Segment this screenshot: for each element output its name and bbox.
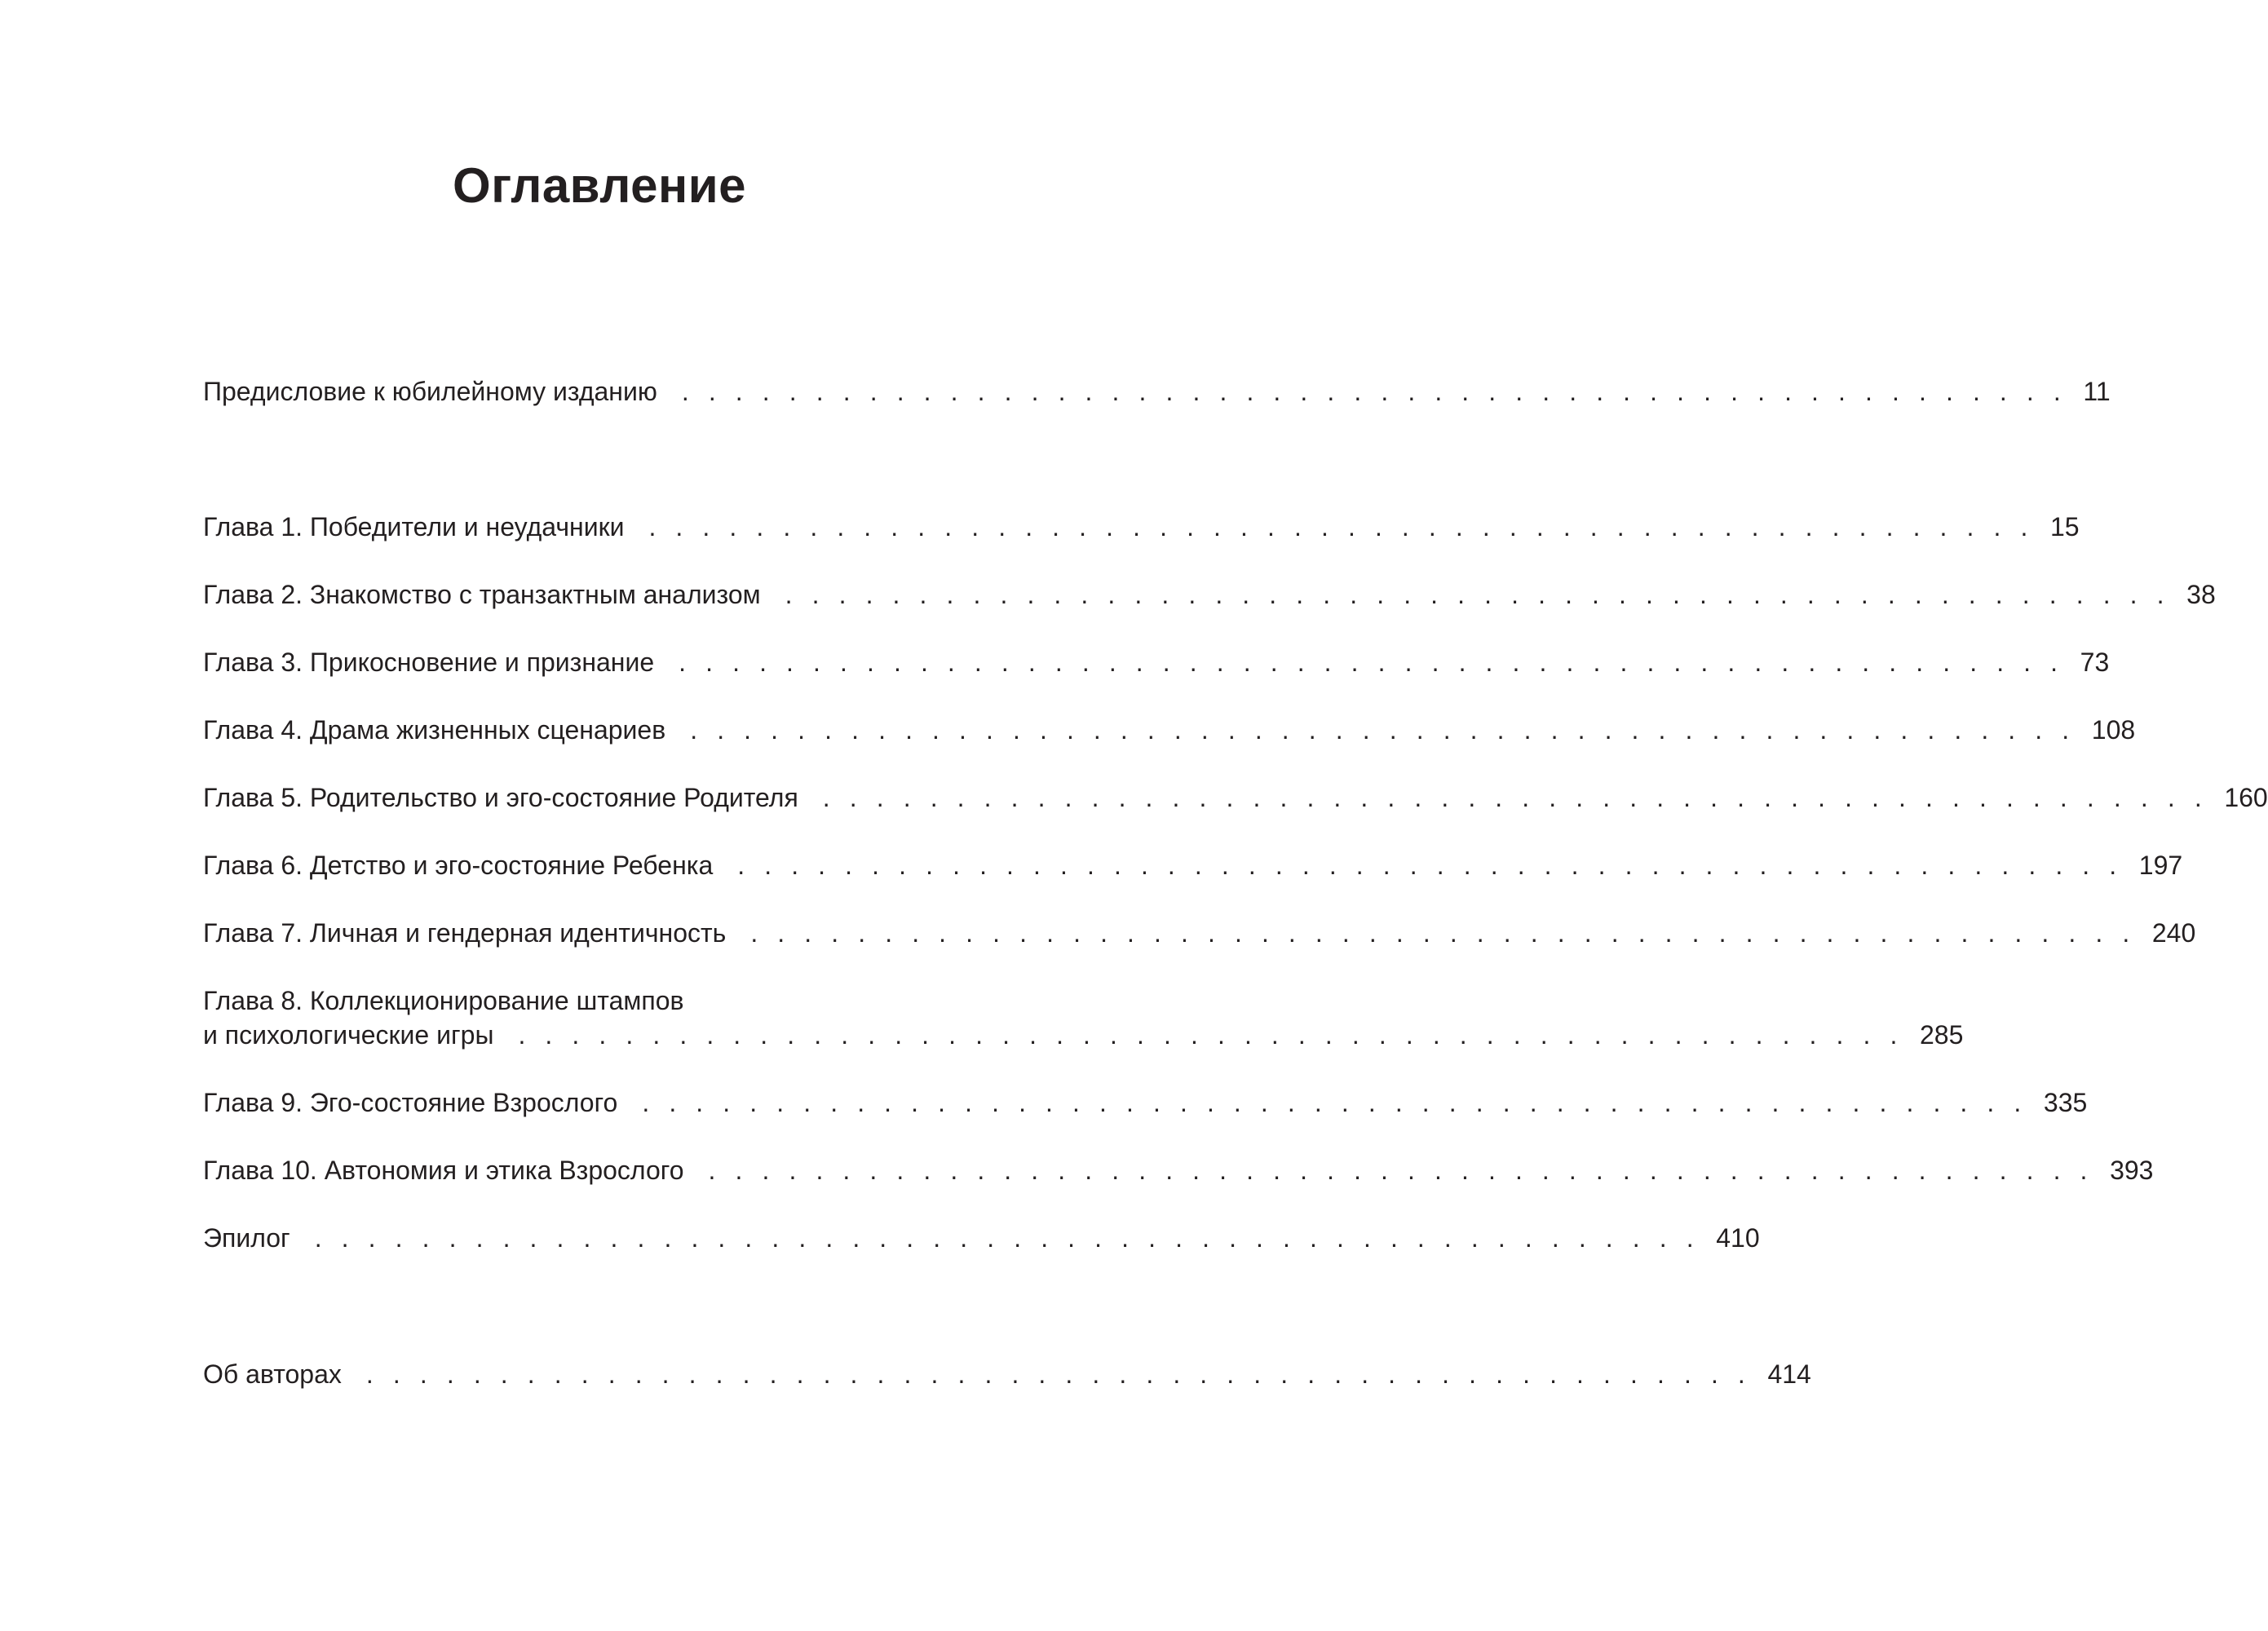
toc-entry-chapter-2[interactable] — [203, 577, 2216, 612]
toc-entry-title: Предисловие к юбилейному изданию — [203, 377, 657, 406]
dot-leader: . . . . . . . . . . . . . . . . . . . . . . . . . . . . . . . . . . . . . . . . . . . . . . . . . . . . — [785, 580, 2171, 609]
toc-entry-chapter-10[interactable] — [203, 1153, 2154, 1187]
toc-entry-page: 197 — [2138, 851, 2183, 880]
toc-entry-title: Глава 4. Драма жизненных сценариев — [203, 715, 666, 745]
dot-leader: . . . . . . . . . . . . . . . . . . . . . . . . . . . . . . . . . . . . . . . . . . . . . . . . . . . . — [681, 377, 2067, 406]
dot-leader: . . . . . . . . . . . . . . . . . . . . . . . . . . . . . . . . . . . . . . . . . . . . . . . . . . . . — [822, 783, 2208, 812]
toc-entry-title: Глава 8. Коллекционирование штампов — [203, 986, 684, 1015]
dot-leader: . . . . . . . . . . . . . . . . . . . . . . . . . . . . . . . . . . . . . . . . . . . . . . . . . . . . — [690, 715, 2076, 745]
toc-entry-page: 160 — [2224, 783, 2268, 812]
toc-entry-preface[interactable] — [203, 374, 2111, 409]
toc-entry-title-line2: и психологические игры — [203, 1020, 494, 1050]
toc-entry-title: Глава 7. Личная и гендерная идентичность — [203, 918, 727, 948]
dot-leader: . . . . . . . . . . . . . . . . . . . . . . . . . . . . . . . . . . . . . . . . . . . . . . . . . . . . — [737, 851, 2123, 880]
dot-leader: . . . . . . . . . . . . . . . . . . . . . . . . . . . . . . . . . . . . . . . . . . . . . . . . . . . . — [518, 1020, 1903, 1050]
dot-leader: . . . . . . . . . . . . . . . . . . . . . . . . . . . . . . . . . . . . . . . . . . . . . . . . . . . . — [679, 648, 2064, 677]
toc-entry-page: 240 — [2151, 918, 2196, 948]
toc-entry-page: 15 — [2050, 512, 2080, 541]
toc-entry-title: Эпилог — [203, 1223, 290, 1253]
dot-leader: . . . . . . . . . . . . . . . . . . . . . . . . . . . . . . . . . . . . . . . . . . . . . . . . . . . . — [708, 1156, 2094, 1185]
toc-entry-page: 335 — [2043, 1088, 2088, 1117]
toc-entry-chapter-1[interactable] — [203, 510, 2080, 544]
toc-entry-epilogue[interactable] — [203, 1221, 1760, 1255]
toc-entry-title: Глава 9. Эго-состояние Взрослого — [203, 1088, 618, 1117]
toc-entry-page: 108 — [2091, 715, 2136, 745]
toc-entry-chapter-9[interactable] — [203, 1085, 2088, 1120]
toc-entry-chapter-4[interactable] — [203, 713, 2136, 747]
toc-entry-title: Глава 3. Прикосновение и признание — [203, 648, 655, 677]
toc-entry-chapter-7[interactable] — [203, 916, 2196, 950]
toc-entry-page: 393 — [2110, 1156, 2154, 1185]
toc-entry-chapter-5[interactable] — [203, 780, 2268, 815]
toc-entry-page: 11 — [2083, 377, 2111, 406]
toc-entry-about-authors[interactable] — [203, 1357, 1811, 1391]
toc-entry-title: Глава 6. Детство и эго-состояние Ребенка — [203, 851, 714, 880]
page-title: Оглавление — [453, 158, 746, 213]
dot-leader: . . . . . . . . . . . . . . . . . . . . . . . . . . . . . . . . . . . . . . . . . . . . . . . . . . . . — [365, 1359, 1752, 1389]
table-of-contents — [203, 0, 2268, 1631]
toc-entry-page: 285 — [1920, 1020, 1964, 1050]
toc-entry-title: Об авторах — [203, 1359, 342, 1389]
toc-entry-title: Глава 1. Победители и неудачники — [203, 512, 625, 541]
dot-leader: . . . . . . . . . . . . . . . . . . . . . . . . . . . . . . . . . . . . . . . . . . . . . . . . . . . . — [648, 512, 2034, 541]
toc-entry-chapter-6[interactable] — [203, 848, 2183, 882]
toc-entry-title: Глава 10. Автономия и этика Взрослого — [203, 1156, 684, 1185]
toc-entry-title: Глава 5. Родительство и эго-состояние Родителя — [203, 783, 798, 812]
toc-entry-page: 414 — [1767, 1359, 1811, 1389]
toc-entry-page: 73 — [2080, 648, 2110, 677]
dot-leader: . . . . . . . . . . . . . . . . . . . . . . . . . . . . . . . . . . . . . . . . . . . . . . . . . . . . — [642, 1088, 2027, 1117]
toc-entry-title: Глава 2. Знакомство с транзактным анализом — [203, 580, 761, 609]
dot-leader: . . . . . . . . . . . . . . . . . . . . . . . . . . . . . . . . . . . . . . . . . . . . . . . . . . . . — [314, 1223, 1700, 1253]
toc-entry-page: 38 — [2186, 580, 2216, 609]
toc-entry-chapter-8[interactable] — [203, 983, 1964, 1052]
toc-entry-page: 410 — [1716, 1223, 1760, 1253]
dot-leader: . . . . . . . . . . . . . . . . . . . . . . . . . . . . . . . . . . . . . . . . . . . . . . . . . . . . — [750, 918, 2136, 948]
toc-entry-chapter-3[interactable] — [203, 645, 2110, 679]
